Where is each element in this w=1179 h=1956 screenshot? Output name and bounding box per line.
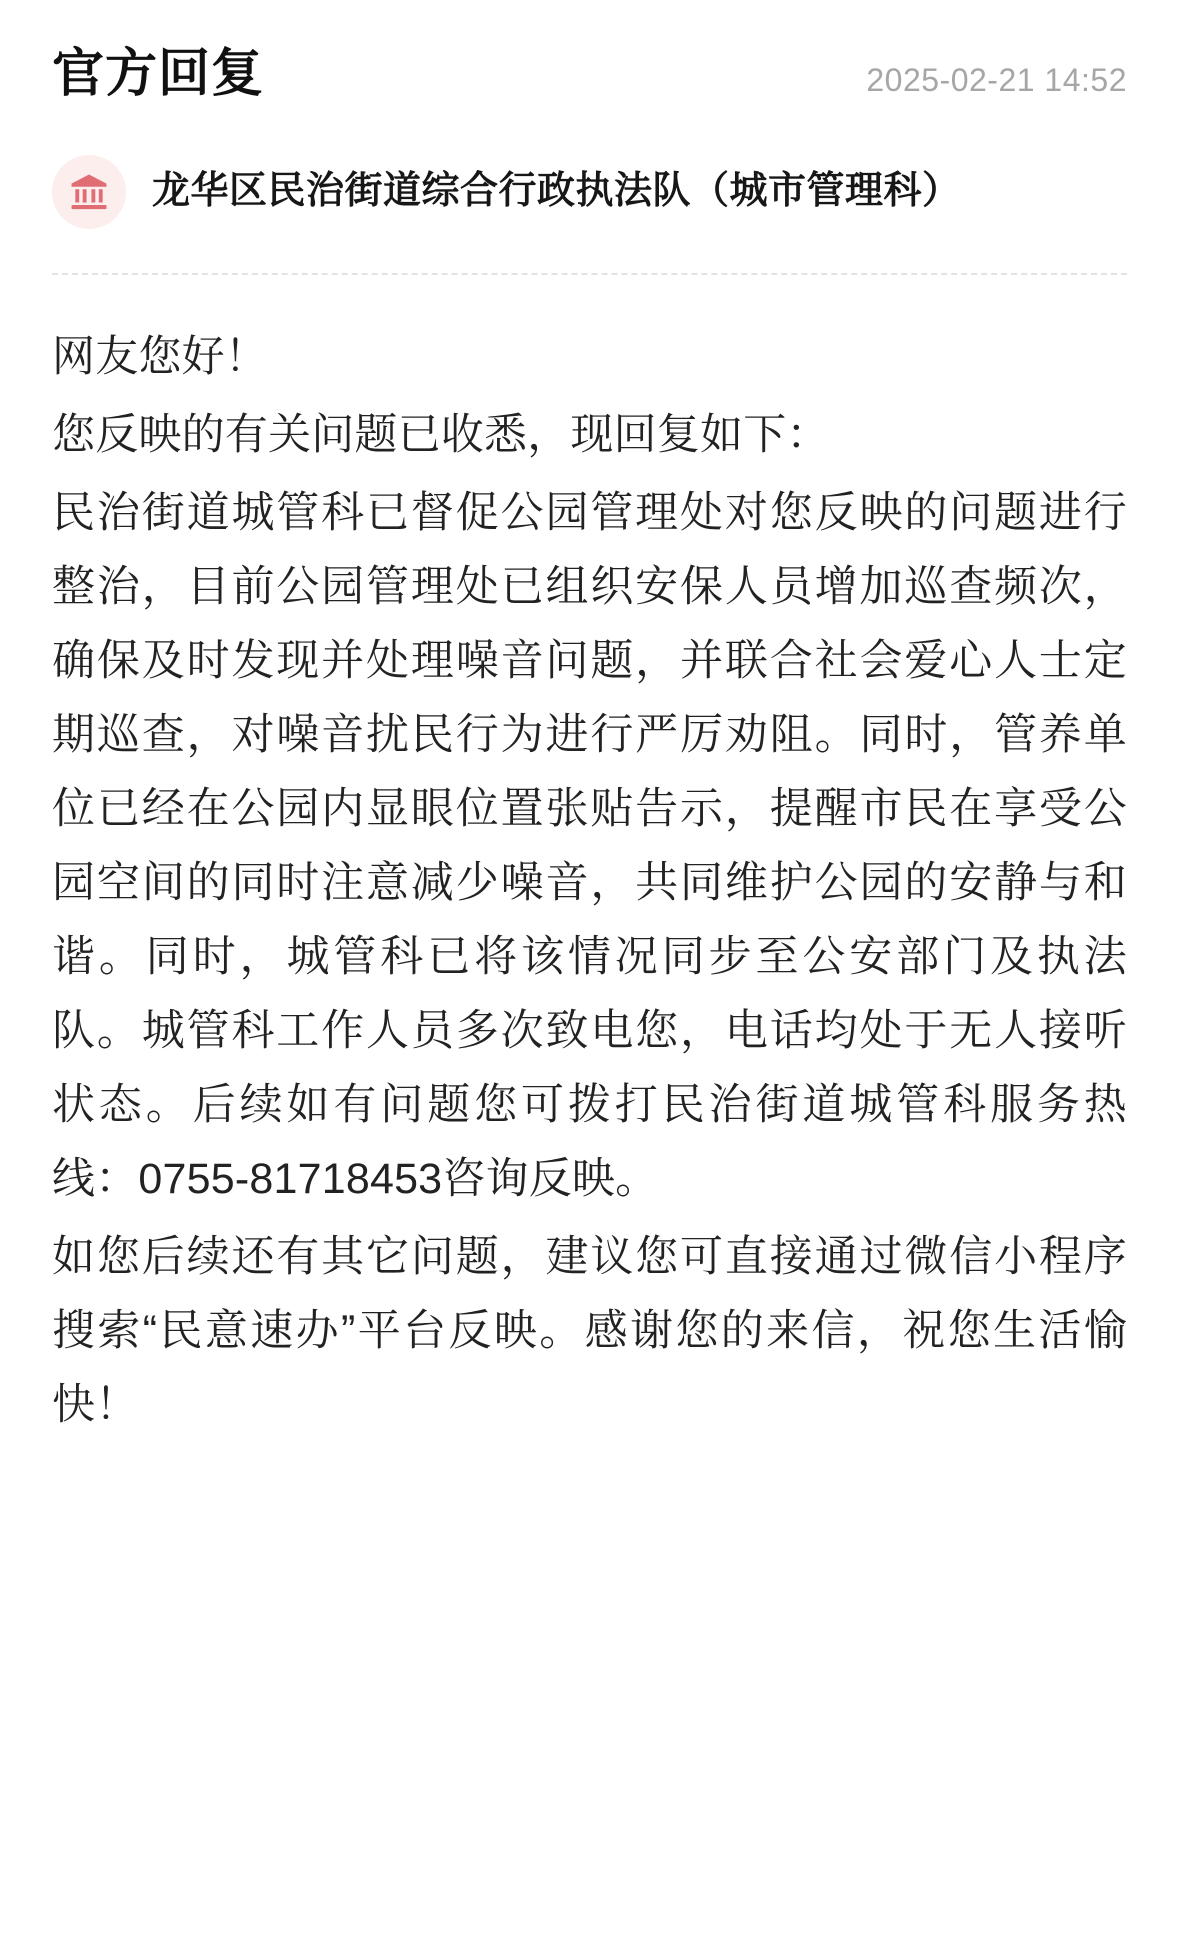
- reply-closing: 如您后续还有其它问题，建议您可直接通过微信小程序搜索“民意速办”平台反映。感谢您的来信，祝您生活愉快！: [52, 1232, 1127, 1429]
- reply-timestamp: 2025-02-21 14:52: [866, 62, 1127, 98]
- government-building-icon: [68, 171, 110, 213]
- section-divider: [52, 273, 1127, 275]
- organization-name: 龙华区民治街道综合行政执法队（城市管理科）: [152, 170, 961, 213]
- organization-row: [52, 155, 1127, 229]
- reply-main-content: 民治街道城管科已督促公园管理处对您反映的问题进行整治，目前公园管理处已组织安保人员增加巡查频次，确保及时发现并处理噪音问题，并联合社会爱心人士定期巡查，对噪音扰民行为进行严厉劝阻。同时，管养单位已经在公园内显眼位置张贴告示，提醒市民在享受公园空间的同时注意减少噪音，共同维护公园的安静与和谐。同时，城管科已将该情况同步至公安部门及执法队。城管科工作人员多次致电您，电话均处于无人接听状态。后续如有问题您可拨打民治街道城管科服务热线：0755-81718453咨询反映。: [52, 489, 1127, 1203]
- page-title: 官方回复: [52, 45, 265, 103]
- organization-avatar: [52, 155, 126, 229]
- reply-greeting: 网友您好！: [52, 333, 268, 382]
- reply-body: [52, 321, 1127, 1442]
- reply-header: [52, 40, 1127, 103]
- reply-intro: 您反映的有关问题已收悉，现回复如下：: [52, 411, 830, 460]
